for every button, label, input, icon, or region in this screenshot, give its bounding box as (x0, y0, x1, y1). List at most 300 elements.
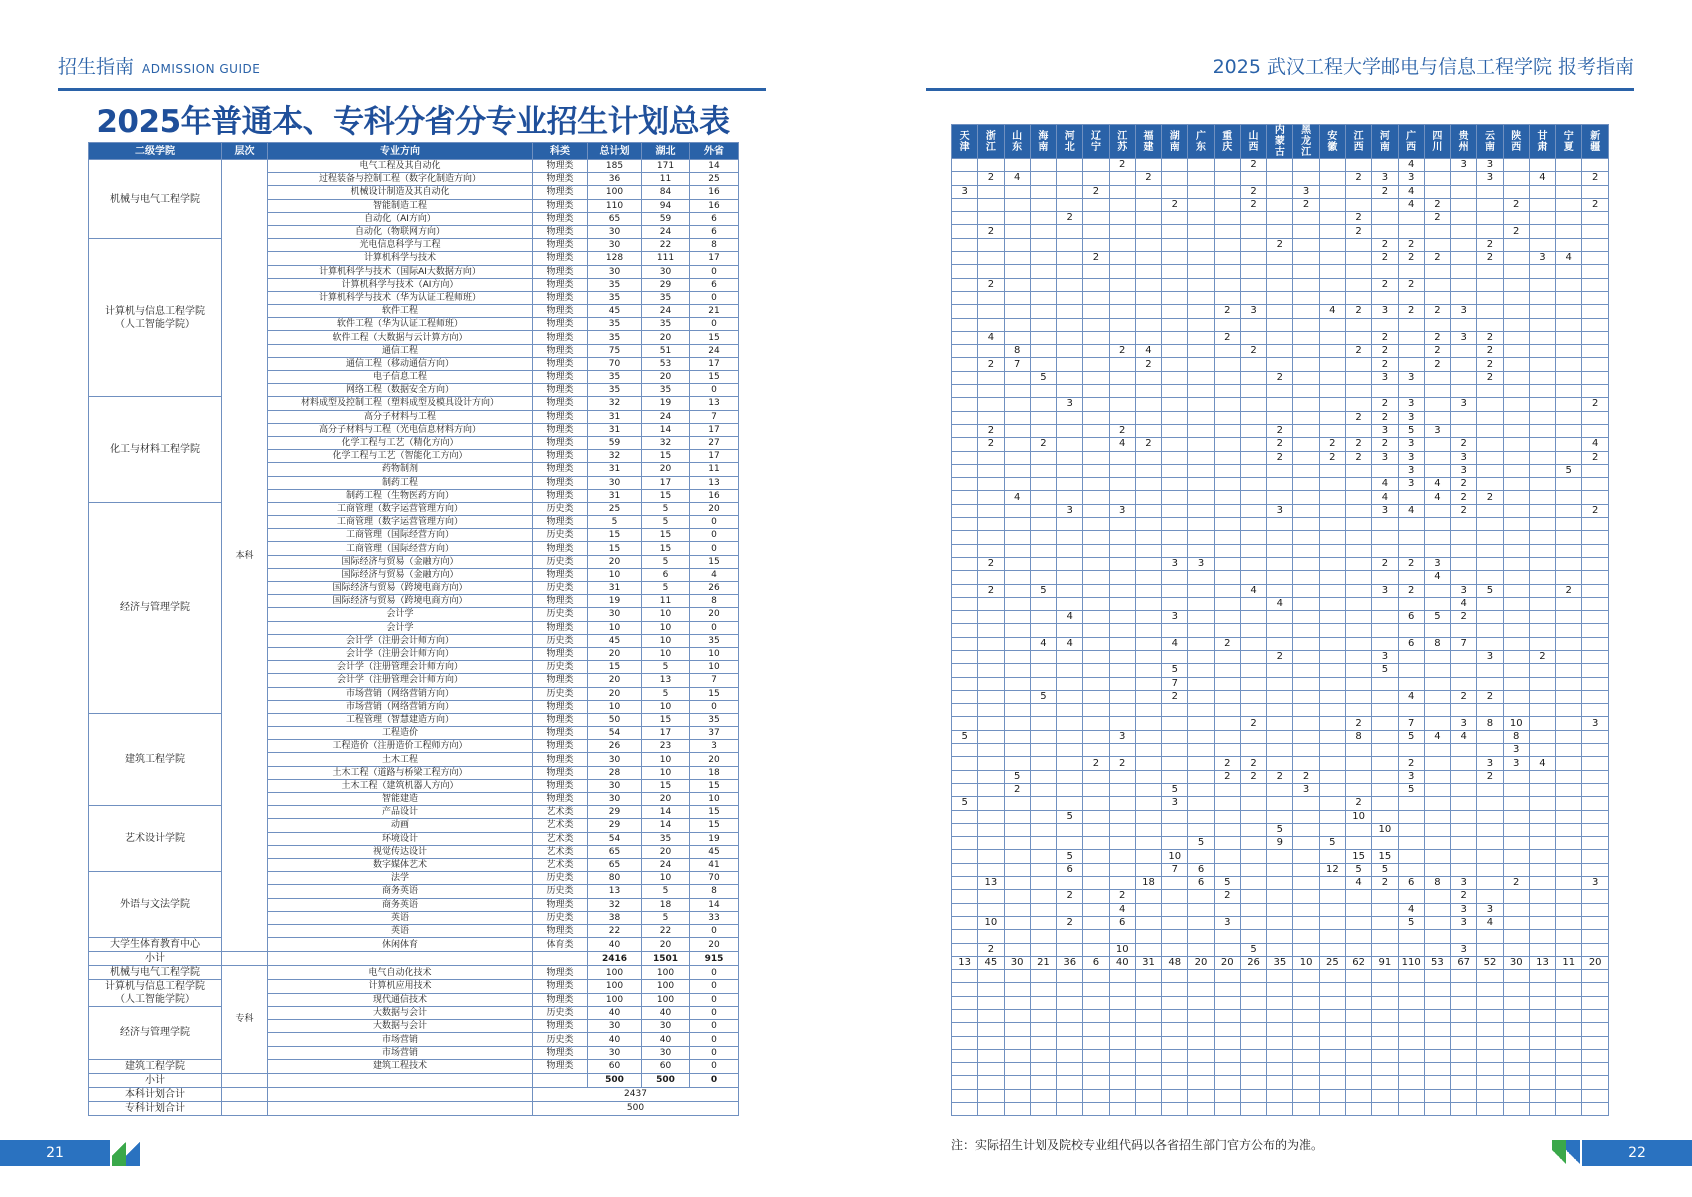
province-cell (1582, 637, 1609, 650)
total-cell: 32 (588, 898, 642, 911)
other-province-cell: 0 (690, 621, 739, 634)
province-cell (1109, 584, 1135, 597)
province-cell (1004, 252, 1030, 265)
province-cell (1109, 996, 1135, 1009)
province-cell (1214, 704, 1240, 717)
province-cell (1503, 371, 1529, 384)
province-cell (1372, 903, 1398, 916)
province-cell (1267, 637, 1293, 650)
province-cell (1109, 451, 1135, 464)
province-cell (1424, 664, 1450, 677)
total-cell: 100 (588, 966, 642, 980)
province-cell (1556, 943, 1582, 956)
hubei-cell: 22 (642, 924, 690, 937)
province-cell (1135, 252, 1161, 265)
province-cell: 3 (1398, 172, 1424, 185)
province-cell (952, 943, 978, 956)
province-cell: 3 (1372, 371, 1398, 384)
subject-cell: 艺术类 (533, 819, 588, 832)
province-cell (1477, 1103, 1503, 1116)
province-cell (1345, 837, 1371, 850)
province-cell (1319, 930, 1345, 943)
college-cell: 机械与电气工程学院 (89, 160, 222, 239)
other-province-cell: 15 (690, 555, 739, 568)
major-cell: 会计学 (268, 608, 533, 621)
subject-cell: 历史类 (533, 911, 588, 924)
hubei-cell: 20 (642, 845, 690, 858)
level-cell: 专科 (222, 966, 268, 1074)
province-cell (1372, 890, 1398, 903)
province-cell (1372, 744, 1398, 757)
province-cell (1162, 491, 1188, 504)
province-cell: 2 (1582, 172, 1609, 185)
province-cell: 2 (1267, 650, 1293, 663)
province-cell (1398, 930, 1424, 943)
province-cell (1267, 198, 1293, 211)
subject-cell: 物理类 (533, 357, 588, 370)
hubei-cell: 5 (642, 661, 690, 674)
province-cell (1345, 744, 1371, 757)
province-cell (1109, 198, 1135, 211)
province-row (952, 770, 1609, 783)
province-cell (952, 1036, 978, 1049)
province-cell (1267, 1049, 1293, 1062)
province-cell: 2 (1057, 212, 1083, 225)
province-cell (1267, 1103, 1293, 1116)
province-cell (1162, 970, 1188, 983)
province-cell (1372, 690, 1398, 703)
province-cell (978, 464, 1004, 477)
total-cell: 25 (588, 502, 642, 515)
province-cell (1240, 278, 1266, 291)
province-cell (1188, 438, 1214, 451)
province-cell (1319, 650, 1345, 663)
province-cell (1135, 278, 1161, 291)
province-cell (1451, 212, 1477, 225)
province-cell (1214, 797, 1240, 810)
province-cell (1529, 238, 1555, 251)
province-cell (952, 1010, 978, 1023)
province-cell (1057, 385, 1083, 398)
province-cell (1424, 278, 1450, 291)
province-cell (1293, 1103, 1319, 1116)
province-cell (1109, 1036, 1135, 1049)
province-cell (1529, 1076, 1555, 1089)
other-province-cell: 18 (690, 766, 739, 779)
province-cell: 2 (1477, 371, 1503, 384)
province-cell (1057, 424, 1083, 437)
province-cell (1135, 291, 1161, 304)
province-cell (1004, 225, 1030, 238)
province-cell (952, 504, 978, 517)
province-cell (1372, 1103, 1398, 1116)
province-cell (1267, 159, 1293, 172)
province-cell (1582, 650, 1609, 663)
province-cell (1267, 970, 1293, 983)
province-cell (1582, 744, 1609, 757)
province-cell: 2 (1162, 690, 1188, 703)
province-cell (1240, 810, 1266, 823)
province-cell (1477, 797, 1503, 810)
province-cell (1267, 757, 1293, 770)
province-cell (1503, 1103, 1529, 1116)
province-cell (1319, 531, 1345, 544)
province-cell (1503, 438, 1529, 451)
province-cell (1188, 970, 1214, 983)
province-cell (1503, 464, 1529, 477)
hubei-cell: 29 (642, 278, 690, 291)
province-cell (1293, 637, 1319, 650)
province-row (952, 504, 1609, 517)
province-cell (1293, 438, 1319, 451)
province-cell (1293, 677, 1319, 690)
province-cell (1319, 291, 1345, 304)
province-row (952, 744, 1609, 757)
province-cell (1451, 704, 1477, 717)
province-cell (1293, 464, 1319, 477)
province-cell (1503, 398, 1529, 411)
province-cell (1582, 464, 1609, 477)
province-cell: 2 (978, 225, 1004, 238)
total-cell: 2416 (588, 952, 642, 966)
province-cell (1109, 371, 1135, 384)
province-cell (1083, 624, 1109, 637)
province-cell (1582, 890, 1609, 903)
province-cell (1424, 504, 1450, 517)
province-cell (1582, 331, 1609, 344)
other-province-cell: 20 (690, 938, 739, 952)
province-cell: 2 (1372, 331, 1398, 344)
province-cell (1582, 677, 1609, 690)
province-cell (1188, 398, 1214, 411)
province-cell (1345, 1036, 1371, 1049)
total-cell: 30 (588, 1046, 642, 1059)
province-cell (952, 597, 978, 610)
province-cell (1083, 916, 1109, 929)
total-cell: 10 (588, 700, 642, 713)
province-cell (1214, 823, 1240, 836)
province-cell (1503, 650, 1529, 663)
province-cell (978, 1103, 1004, 1116)
province-cell: 12 (1319, 863, 1345, 876)
province-cell: 6 (1083, 956, 1109, 969)
province-cell (1135, 677, 1161, 690)
province-header: 辽 宁 (1083, 125, 1109, 159)
province-cell: 3 (1109, 504, 1135, 517)
province-row (952, 690, 1609, 703)
total-cell: 10 (588, 568, 642, 581)
province-cell: 5 (1319, 837, 1345, 850)
province-cell (978, 797, 1004, 810)
hubei-cell: 100 (642, 993, 690, 1007)
province-cell (1109, 823, 1135, 836)
province-cell (1057, 1036, 1083, 1049)
total-cell: 15 (588, 661, 642, 674)
province-cell (1004, 198, 1030, 211)
province-cell (1162, 464, 1188, 477)
province-cell (1503, 863, 1529, 876)
province-row (952, 1076, 1609, 1089)
province-cell (1057, 198, 1083, 211)
province-cell (1057, 903, 1083, 916)
province-cell (978, 518, 1004, 531)
province-cell (1240, 783, 1266, 796)
province-cell (1162, 265, 1188, 278)
province-cell (1293, 916, 1319, 929)
province-cell (1293, 970, 1319, 983)
province-cell: 3 (1057, 504, 1083, 517)
left-header-cell: 湖北 (642, 143, 690, 160)
province-cell (1057, 584, 1083, 597)
province-cell (1503, 930, 1529, 943)
province-cell (1424, 704, 1450, 717)
province-cell (1424, 744, 1450, 757)
province-cell (952, 159, 978, 172)
province-cell (1477, 1076, 1503, 1089)
province-cell (1503, 1010, 1529, 1023)
province-cell (1004, 371, 1030, 384)
province-cell (1556, 305, 1582, 318)
subject-cell: 艺术类 (533, 832, 588, 845)
province-cell (952, 464, 978, 477)
province-cell (1083, 398, 1109, 411)
province-cell: 3 (1398, 770, 1424, 783)
province-cell (1030, 291, 1056, 304)
college-cell: 化工与材料工程学院 (89, 397, 222, 503)
province-cell (1162, 478, 1188, 491)
province-cell (1529, 1036, 1555, 1049)
major-cell: 环境设计 (268, 832, 533, 845)
province-cell (1451, 930, 1477, 943)
province-cell (1293, 531, 1319, 544)
province-cell (1135, 903, 1161, 916)
province-cell (952, 970, 978, 983)
province-row (952, 677, 1609, 690)
province-cell (1057, 823, 1083, 836)
province-cell (952, 291, 978, 304)
major-cell (268, 952, 533, 966)
province-cell (1293, 331, 1319, 344)
province-cell: 5 (1372, 863, 1398, 876)
province-cell (1503, 531, 1529, 544)
subject-cell: 物理类 (533, 278, 588, 291)
province-cell (1529, 704, 1555, 717)
province-cell (1188, 464, 1214, 477)
province-cell (1529, 597, 1555, 610)
hubei-cell: 15 (642, 779, 690, 792)
province-header: 江 西 (1345, 125, 1371, 159)
province-cell (1057, 757, 1083, 770)
other-province-cell: 15 (690, 806, 739, 819)
province-cell (978, 970, 1004, 983)
province-cell (1109, 544, 1135, 557)
province-cell (1267, 1036, 1293, 1049)
province-cell (1529, 783, 1555, 796)
province-cell (1083, 877, 1109, 890)
province-row (952, 252, 1609, 265)
province-cell (1503, 478, 1529, 491)
province-cell (1030, 717, 1056, 730)
province-cell: 5 (1004, 770, 1030, 783)
province-cell (978, 664, 1004, 677)
province-cell (1162, 544, 1188, 557)
hubei-cell: 30 (642, 265, 690, 278)
other-province-cell: 41 (690, 858, 739, 871)
province-cell (1004, 916, 1030, 929)
province-cell (1319, 1103, 1345, 1116)
major-cell: 英语 (268, 924, 533, 937)
province-cell (1109, 770, 1135, 783)
province-cell: 2 (1372, 238, 1398, 251)
province-cell (1424, 863, 1450, 876)
province-cell (1319, 770, 1345, 783)
province-cell (1267, 877, 1293, 890)
province-cell (1345, 371, 1371, 384)
province-cell (1135, 996, 1161, 1009)
province-cell (1529, 690, 1555, 703)
province-cell (1503, 783, 1529, 796)
province-cell: 2 (1240, 757, 1266, 770)
province-cell (1319, 797, 1345, 810)
province-cell (1424, 438, 1450, 451)
province-cell (978, 1010, 1004, 1023)
province-cell (1135, 398, 1161, 411)
province-cell (1240, 690, 1266, 703)
province-cell (1267, 677, 1293, 690)
major-cell: 商务英语 (268, 898, 533, 911)
province-cell (1398, 850, 1424, 863)
province-cell (1451, 1063, 1477, 1076)
province-cell: 3 (1477, 172, 1503, 185)
province-cell (1556, 611, 1582, 624)
province-cell (1345, 252, 1371, 265)
province-cell (1503, 1049, 1529, 1062)
province-cell (1582, 837, 1609, 850)
province-cell (1398, 890, 1424, 903)
province-cell (1372, 291, 1398, 304)
province-cell (1083, 385, 1109, 398)
province-cell (1083, 411, 1109, 424)
subject-cell: 物理类 (533, 993, 588, 1007)
province-cell: 5 (1398, 424, 1424, 437)
province-cell (1030, 172, 1056, 185)
province-cell (1372, 531, 1398, 544)
province-cell (1162, 252, 1188, 265)
province-cell: 5 (1057, 810, 1083, 823)
province-cell (1188, 424, 1214, 437)
province-cell (1477, 930, 1503, 943)
province-cell (1162, 903, 1188, 916)
province-cell (1162, 717, 1188, 730)
province-cell (1319, 185, 1345, 198)
province-cell (1004, 544, 1030, 557)
province-cell (1057, 225, 1083, 238)
province-cell (1293, 571, 1319, 584)
other-province-cell: 10 (690, 661, 739, 674)
province-cell (1004, 890, 1030, 903)
province-cell: 2 (1372, 438, 1398, 451)
province-cell (1083, 305, 1109, 318)
province-cell (1004, 983, 1030, 996)
province-cell (1135, 744, 1161, 757)
province-cell (1529, 1023, 1555, 1036)
province-cell (1372, 970, 1398, 983)
province-cell: 21 (1030, 956, 1056, 969)
province-cell (1135, 478, 1161, 491)
other-province-cell: 0 (690, 980, 739, 994)
province-cell (1503, 850, 1529, 863)
total-cell: 20 (588, 647, 642, 660)
province-cell (952, 491, 978, 504)
province-cell (952, 916, 978, 929)
province-cell (1529, 345, 1555, 358)
province-cell (1372, 783, 1398, 796)
province-cell (1398, 823, 1424, 836)
province-cell (1503, 291, 1529, 304)
province-cell: 45 (978, 956, 1004, 969)
province-cell (1451, 744, 1477, 757)
province-cell: 5 (1188, 837, 1214, 850)
province-cell (1398, 943, 1424, 956)
province-cell (1477, 411, 1503, 424)
province-cell (1293, 544, 1319, 557)
other-province-cell: 20 (690, 502, 739, 515)
province-cell (1267, 916, 1293, 929)
province-cell (1135, 863, 1161, 876)
province-cell (1556, 238, 1582, 251)
hubei-cell: 111 (642, 252, 690, 265)
province-cell (1267, 611, 1293, 624)
province-cell (1109, 385, 1135, 398)
province-cell (1398, 1076, 1424, 1089)
province-cell (1135, 571, 1161, 584)
province-cell: 2 (1477, 358, 1503, 371)
province-cell (978, 930, 1004, 943)
province-cell (1214, 345, 1240, 358)
province-cell (1582, 1063, 1609, 1076)
province-cell (1083, 438, 1109, 451)
province-cell (1451, 1089, 1477, 1102)
province-cell (1556, 212, 1582, 225)
hubei-cell: 35 (642, 318, 690, 331)
subject-cell: 物理类 (533, 924, 588, 937)
province-cell (1319, 584, 1345, 597)
total-cell: 22 (588, 924, 642, 937)
province-cell (1083, 730, 1109, 743)
province-cell (952, 837, 978, 850)
subject-cell: 物理类 (533, 898, 588, 911)
province-cell: 2 (1398, 238, 1424, 251)
other-province-cell: 15 (690, 371, 739, 384)
province-cell (1345, 424, 1371, 437)
province-cell (1162, 730, 1188, 743)
hubei-cell: 24 (642, 410, 690, 423)
province-cell (1109, 225, 1135, 238)
province-cell (1582, 770, 1609, 783)
province-cell (1293, 996, 1319, 1009)
subtotal-row (89, 1073, 739, 1087)
province-cell: 4 (1529, 757, 1555, 770)
province-cell (1319, 996, 1345, 1009)
province-cell (1372, 1089, 1398, 1102)
province-cell (1345, 1103, 1371, 1116)
province-cell: 5 (1030, 371, 1056, 384)
province-cell (978, 850, 1004, 863)
province-cell (1004, 424, 1030, 437)
other-province-cell: 0 (690, 924, 739, 937)
major-cell: 自动化（AI方向） (268, 212, 533, 225)
province-cell (1162, 810, 1188, 823)
